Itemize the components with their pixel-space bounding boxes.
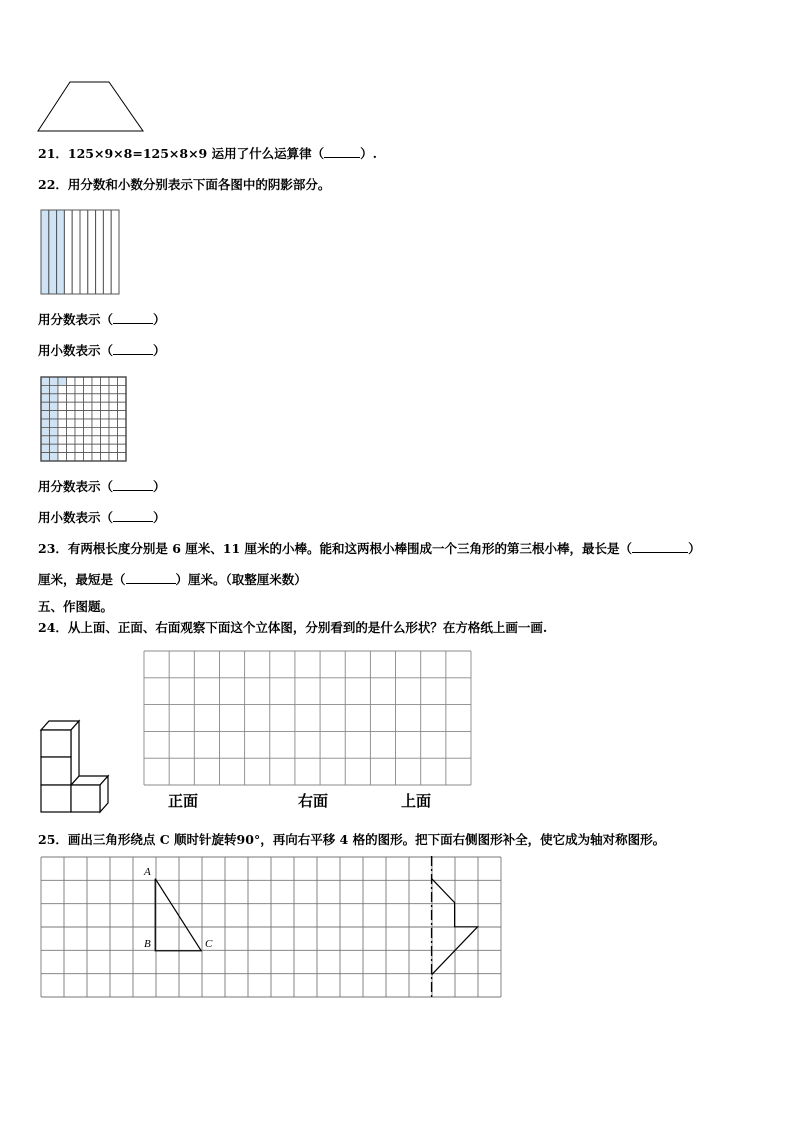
grid-cell xyxy=(84,377,93,385)
point-b-label: B xyxy=(144,938,151,950)
grid-cell xyxy=(118,411,127,419)
grid-cell xyxy=(41,385,50,393)
question-24 xyxy=(38,620,547,636)
grid-cell xyxy=(50,444,59,452)
grid-cell xyxy=(50,419,59,427)
grid-cell xyxy=(92,419,101,427)
grid-cell xyxy=(101,411,110,419)
label-right-view: 右面 xyxy=(298,792,329,810)
grid-cell xyxy=(109,377,118,385)
grid-cell xyxy=(109,444,118,452)
grid-cell xyxy=(75,394,84,402)
grid-cell xyxy=(109,427,118,435)
grid-cell xyxy=(118,377,127,385)
grid-cell xyxy=(58,419,67,427)
fraction-prompt-1 xyxy=(38,312,166,328)
label-front-view: 正面 xyxy=(168,792,199,810)
grid-cell xyxy=(75,377,84,385)
question-21-number: 21． xyxy=(38,146,68,161)
fraction-prompt-2-text: 用分数表示（ xyxy=(38,479,114,494)
grid-cell xyxy=(109,394,118,402)
grid-cell xyxy=(84,427,93,435)
grid-cell xyxy=(50,453,59,461)
strip xyxy=(41,210,49,294)
question-22 xyxy=(38,177,330,193)
grid-cell xyxy=(41,402,50,410)
grid-cell xyxy=(84,394,93,402)
question-22-number: 22． xyxy=(38,177,68,192)
grid-cell xyxy=(75,411,84,419)
grid-cell xyxy=(41,419,50,427)
grid-cell xyxy=(109,453,118,461)
grid-cell xyxy=(50,402,59,410)
grid-cell xyxy=(101,419,110,427)
grid-cell xyxy=(67,453,76,461)
grid-cell xyxy=(101,377,110,385)
trapezoid-figure xyxy=(36,80,146,135)
answer-blank-22-decimal-1[interactable] xyxy=(113,343,153,355)
grid-cell xyxy=(41,444,50,452)
grid-cell xyxy=(92,436,101,444)
grid-cell xyxy=(58,385,67,393)
decimal-prompt-1 xyxy=(38,343,166,359)
question-23-line-2 xyxy=(38,572,307,588)
close-paren: ） xyxy=(153,343,166,358)
question-23-line2-a: 厘米，最短是（ xyxy=(38,572,126,587)
grid-cell xyxy=(109,411,118,419)
grid-cell xyxy=(58,436,67,444)
decimal-prompt-1-text: 用小数表示（ xyxy=(38,343,114,358)
grid-cell xyxy=(67,402,76,410)
decimal-prompt-2-text: 用小数表示（ xyxy=(38,510,114,525)
grid-cell xyxy=(118,453,127,461)
grid-cell xyxy=(92,444,101,452)
answer-blank-23-shortest[interactable] xyxy=(126,572,176,584)
grid-cell xyxy=(41,453,50,461)
close-paren: ） xyxy=(153,312,166,327)
answer-blank-22-fraction-2[interactable] xyxy=(113,479,153,491)
grid-cell xyxy=(67,411,76,419)
grid-cell xyxy=(58,394,67,402)
grid-cell xyxy=(109,385,118,393)
fraction-prompt-2 xyxy=(38,479,166,495)
grid-cell xyxy=(84,402,93,410)
triangle-abc xyxy=(155,879,201,951)
cube-stack-figure xyxy=(38,718,118,818)
grid-cell xyxy=(101,385,110,393)
point-c-label: C xyxy=(205,938,213,950)
grid-cell xyxy=(84,385,93,393)
strip xyxy=(88,210,96,294)
question-23-line2-b: ）厘米。（取整厘米数） xyxy=(175,572,307,587)
grid-cell xyxy=(41,394,50,402)
grid-cell xyxy=(58,444,67,452)
grid-cell xyxy=(58,377,67,385)
grid-cell xyxy=(50,411,59,419)
strip xyxy=(49,210,57,294)
question-23-line-1 xyxy=(38,541,701,557)
grid-cell xyxy=(109,402,118,410)
grid-cell xyxy=(92,377,101,385)
grid-cell xyxy=(75,453,84,461)
strip xyxy=(96,210,104,294)
question-23-text: 有两根长度分别是 6 厘米、11 厘米的小棒。能和这两根小棒围成一个三角形的第三根小棒，最长是（ xyxy=(67,541,633,556)
grid-cell xyxy=(58,427,67,435)
strip xyxy=(103,210,111,294)
question-23-number: 23． xyxy=(38,541,68,556)
strip xyxy=(72,210,80,294)
grid-cell xyxy=(75,444,84,452)
grid-cell xyxy=(84,419,93,427)
grid-cell xyxy=(50,427,59,435)
question-24-number: 24． xyxy=(38,620,68,635)
grid-cell xyxy=(41,411,50,419)
grid-cell xyxy=(92,385,101,393)
grid-cell xyxy=(92,453,101,461)
strip xyxy=(57,210,65,294)
grid-cell xyxy=(92,427,101,435)
grid-cell xyxy=(50,377,59,385)
grid-cell xyxy=(101,394,110,402)
grid-cell xyxy=(118,419,127,427)
grid-cell xyxy=(84,411,93,419)
question-23-line1-end: ） xyxy=(688,541,701,556)
strip xyxy=(64,210,72,294)
grid-cell xyxy=(75,427,84,435)
grid-cell xyxy=(101,444,110,452)
drawing-grid-24[interactable] xyxy=(143,650,473,786)
section-title: 五、作图题。 xyxy=(38,599,114,614)
grid-cell xyxy=(101,402,110,410)
grid-cell xyxy=(84,444,93,452)
question-25 xyxy=(38,832,665,848)
grid-cell xyxy=(67,385,76,393)
grid-cell xyxy=(109,436,118,444)
grid-cell xyxy=(92,402,101,410)
grid-cell xyxy=(118,436,127,444)
question-24-text: 从上面、正面、右面观察下面这个立体图，分别看到的是什么形状？在方格纸上画一画. xyxy=(67,620,548,635)
grid-cell xyxy=(118,385,127,393)
decimal-prompt-2 xyxy=(38,510,166,526)
grid-cell xyxy=(109,419,118,427)
grid-cell xyxy=(75,419,84,427)
grid-cell xyxy=(101,427,110,435)
grid-cell xyxy=(92,411,101,419)
question-25-number: 25． xyxy=(38,832,68,847)
grid-cell xyxy=(84,453,93,461)
question-21 xyxy=(38,146,377,162)
grid-cell xyxy=(67,394,76,402)
grid-cell xyxy=(67,436,76,444)
grid-cell xyxy=(75,402,84,410)
grid-cell xyxy=(101,453,110,461)
grid-cell xyxy=(58,411,67,419)
strip xyxy=(80,210,88,294)
question-22-text: 用分数和小数分别表示下面各图中的阴影部分。 xyxy=(67,177,331,192)
grid-cell xyxy=(50,436,59,444)
grid-cell xyxy=(58,453,67,461)
question-25-text: 画出三角形绕点 C 顺时针旋转90°，再向右平移 4 格的图形。把下面右侧图形补全，使它成为轴对称图形。 xyxy=(67,832,666,847)
question-21-text-end: ）. xyxy=(360,146,377,161)
close-paren: ） xyxy=(153,510,166,525)
grid-cell xyxy=(75,436,84,444)
point-a-label: A xyxy=(144,866,151,878)
grid-cell xyxy=(41,427,50,435)
grid-cell xyxy=(67,377,76,385)
grid-cell xyxy=(101,436,110,444)
grid-cell xyxy=(67,419,76,427)
grid-cell xyxy=(67,444,76,452)
grid-cell xyxy=(67,427,76,435)
drawing-grid-25[interactable] xyxy=(40,856,502,998)
fraction-prompt-1-text: 用分数表示（ xyxy=(38,312,114,327)
grid-cell xyxy=(118,402,127,410)
grid-cell xyxy=(118,427,127,435)
answer-blank-23-longest[interactable] xyxy=(632,541,688,553)
grid-cell xyxy=(41,436,50,444)
grid-cell xyxy=(92,394,101,402)
grid-cell xyxy=(118,444,127,452)
grid-cell xyxy=(41,377,50,385)
grid-cell xyxy=(50,394,59,402)
answer-blank-22-decimal-2[interactable] xyxy=(113,510,153,522)
answer-blank-21[interactable] xyxy=(324,146,360,158)
hundred-grid-figure xyxy=(40,376,128,462)
grid-cell xyxy=(84,436,93,444)
close-paren: ） xyxy=(153,479,166,494)
strip-figure xyxy=(40,209,120,295)
grid-cell xyxy=(50,385,59,393)
strip xyxy=(111,210,119,294)
answer-blank-22-fraction-1[interactable] xyxy=(113,312,153,324)
grid-cell xyxy=(58,402,67,410)
question-21-text: 125×9×8=125×8×9 运用了什么运算律（ xyxy=(67,146,325,161)
label-top-view: 上面 xyxy=(401,792,432,810)
grid-cell xyxy=(118,394,127,402)
grid-cell xyxy=(75,385,84,393)
